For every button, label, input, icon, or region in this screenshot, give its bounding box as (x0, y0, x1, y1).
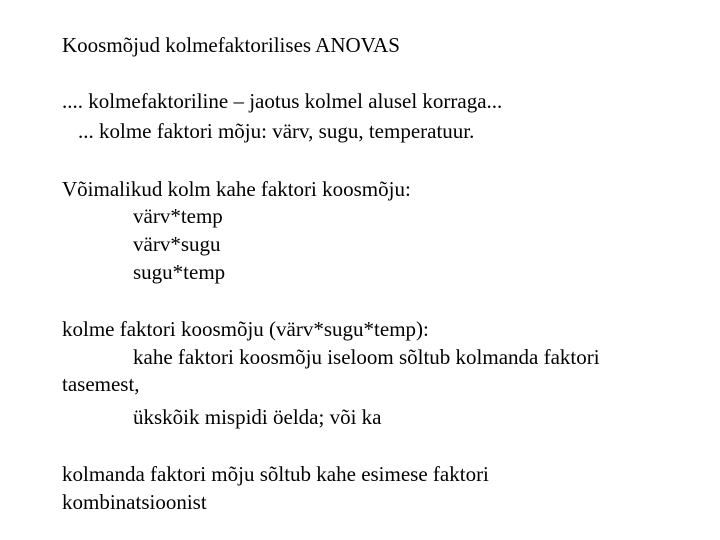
three-factor-line-2: tasemest, (62, 372, 140, 396)
two-factor-item: värv*temp (133, 204, 223, 228)
three-factor-line-3: ükskõik mispidi öelda; või ka (133, 405, 382, 429)
three-factor-heading: kolme faktori koosmõju (värv*sugu*temp): (62, 317, 429, 341)
intro-line-1: .... kolmefaktoriline – jaotus kolmel alusel korraga... (62, 89, 503, 113)
closing-line-1: kolmanda faktori mõju sõltub kahe esimese faktori (62, 462, 489, 486)
closing-line-2: kombinatsioonist (62, 490, 207, 514)
two-factor-heading: Võimalikud kolm kahe faktori koosmõju: (62, 177, 411, 201)
slide-title: Koosmõjud kolmefaktorilises ANOVAS (62, 33, 400, 57)
two-factor-item: värv*sugu (133, 232, 221, 256)
three-factor-line-1: kahe faktori koosmõju iseloom sõltub kolmanda faktori (133, 345, 600, 369)
intro-line-2: ... kolme faktori mõju: värv, sugu, temperatuur. (78, 119, 475, 143)
two-factor-item: sugu*temp (133, 260, 226, 284)
